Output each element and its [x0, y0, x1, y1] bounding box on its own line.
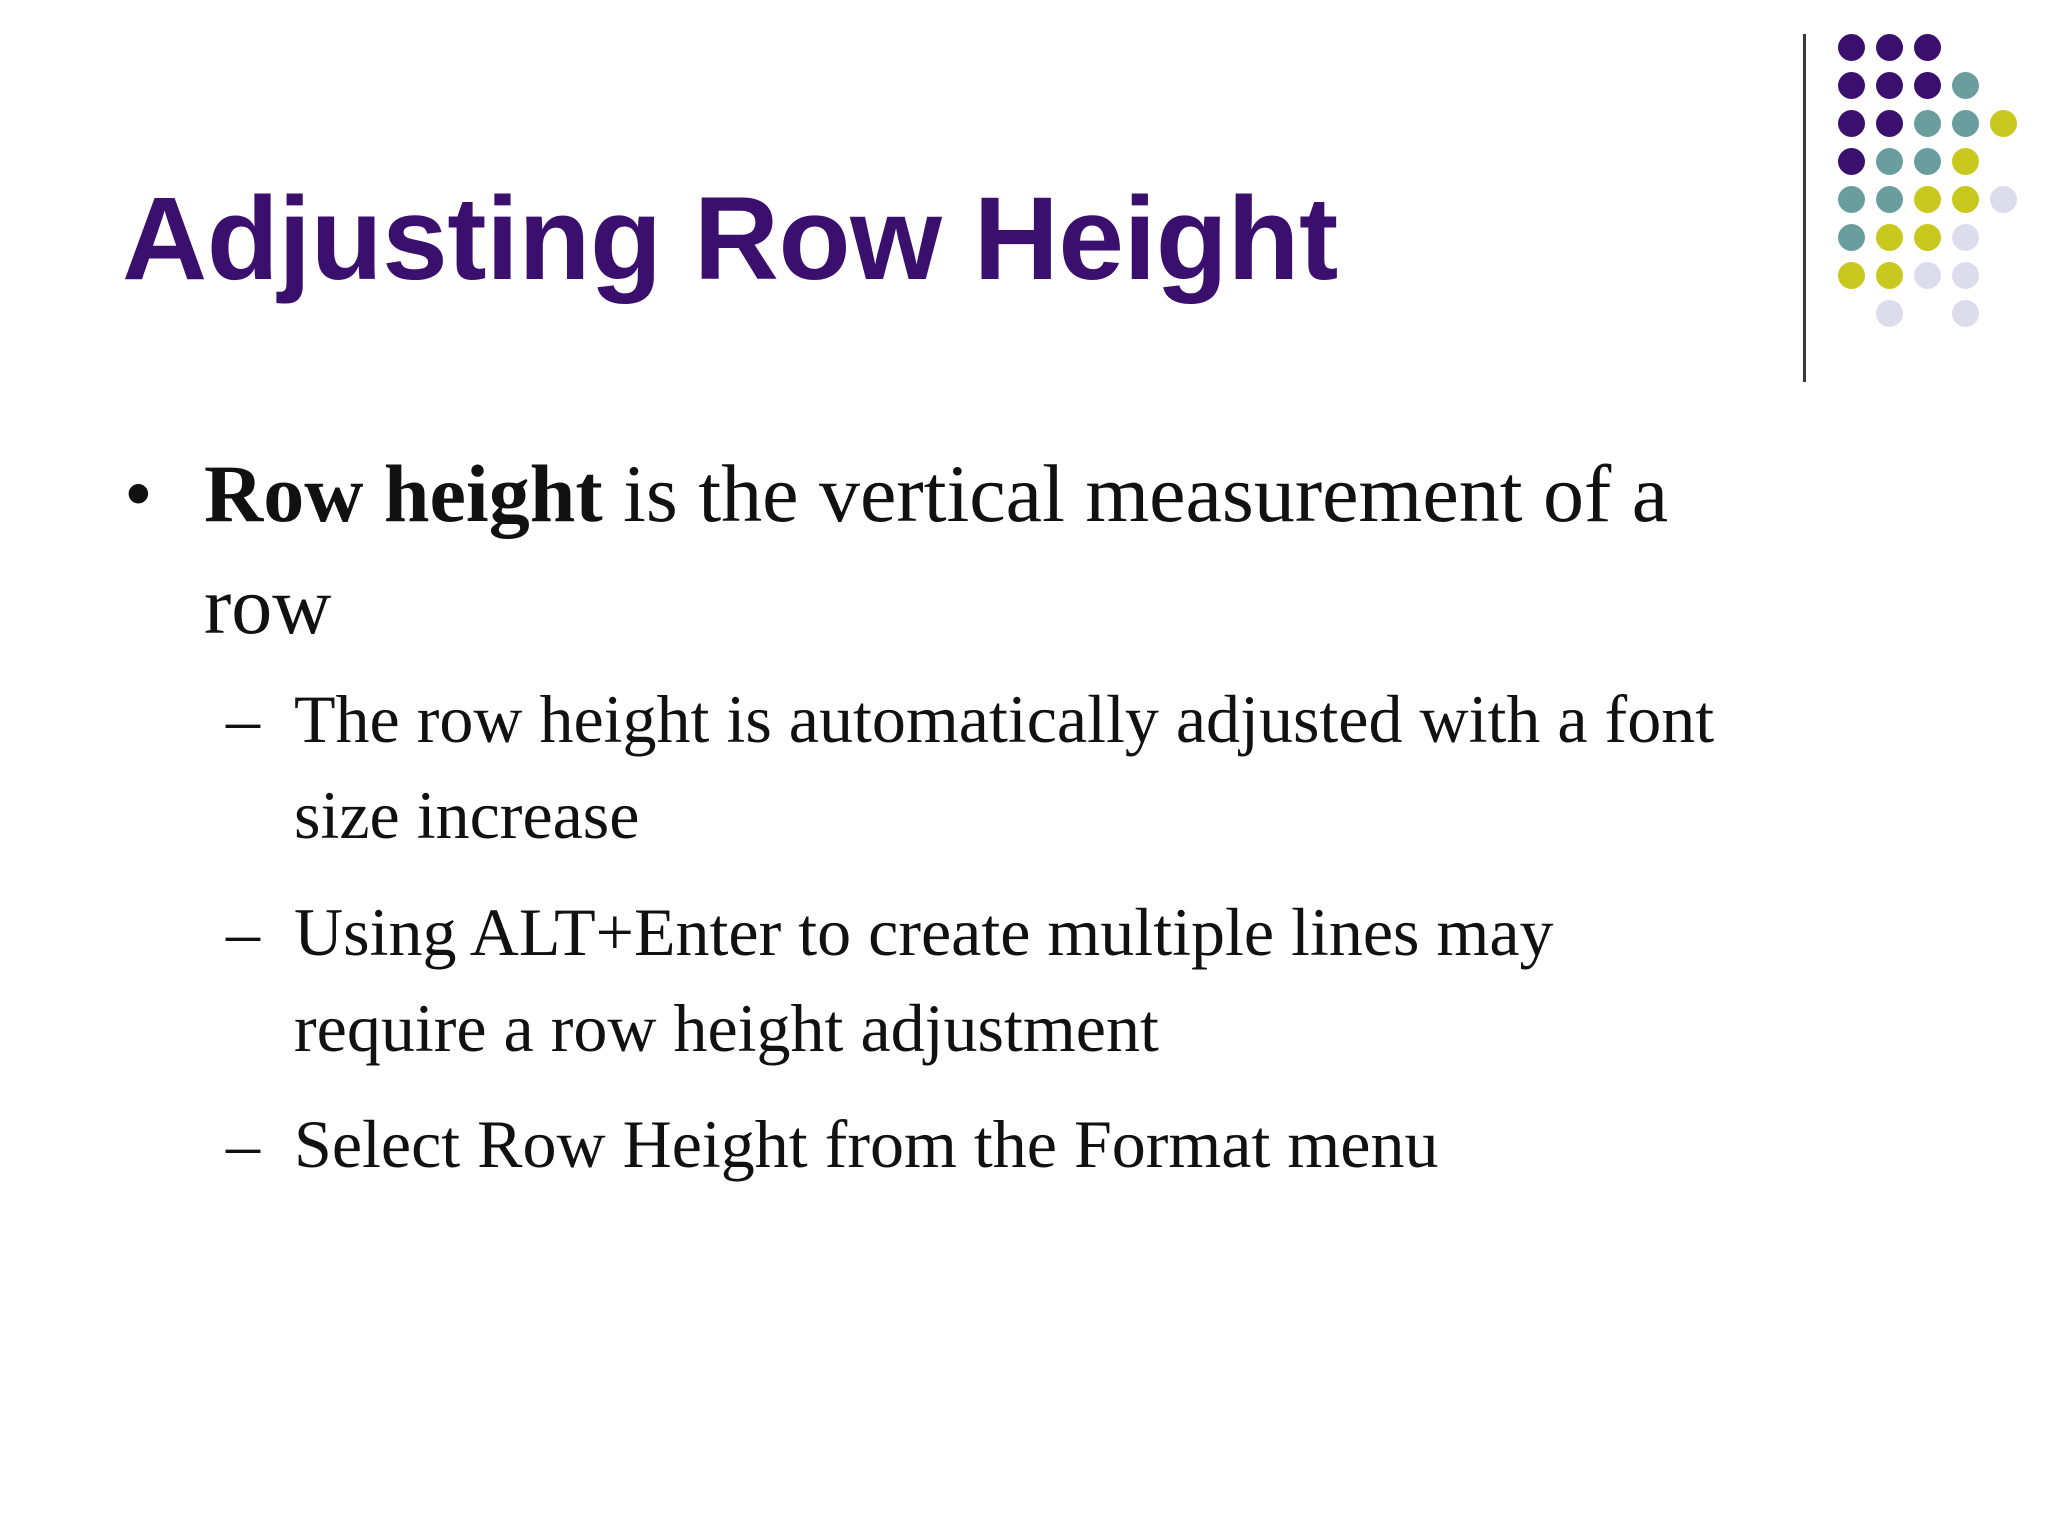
subbullet-text [294, 1096, 1974, 1192]
subbullet-text [294, 884, 1974, 1076]
bullet-text-line2: row [204, 560, 332, 651]
subbullet-text-line2: require a row height adjustment [294, 990, 1159, 1066]
bullet-marker: • [124, 448, 153, 539]
subbullet-text-line1: The row height is automatically adjusted with a font [294, 681, 1715, 757]
bullet-text [204, 438, 1944, 662]
slide-title: Adjusting Row Height [122, 173, 1338, 305]
subbullet-text [294, 671, 1974, 863]
subbullet-text-line1: Select Row Height from the Format menu [294, 1106, 1439, 1182]
subbullet-marker: – [226, 1106, 260, 1182]
subbullet-text-line2: size increase [294, 777, 640, 853]
bullet-bold-term: Row height [204, 448, 603, 539]
subbullet-marker: – [226, 681, 260, 757]
bullet-text-line1: is the vertical measurement of a [602, 448, 1669, 539]
subbullet-marker: – [226, 894, 260, 970]
subbullet-text-line1: Using ALT+Enter to create multiple lines may [294, 894, 1554, 970]
